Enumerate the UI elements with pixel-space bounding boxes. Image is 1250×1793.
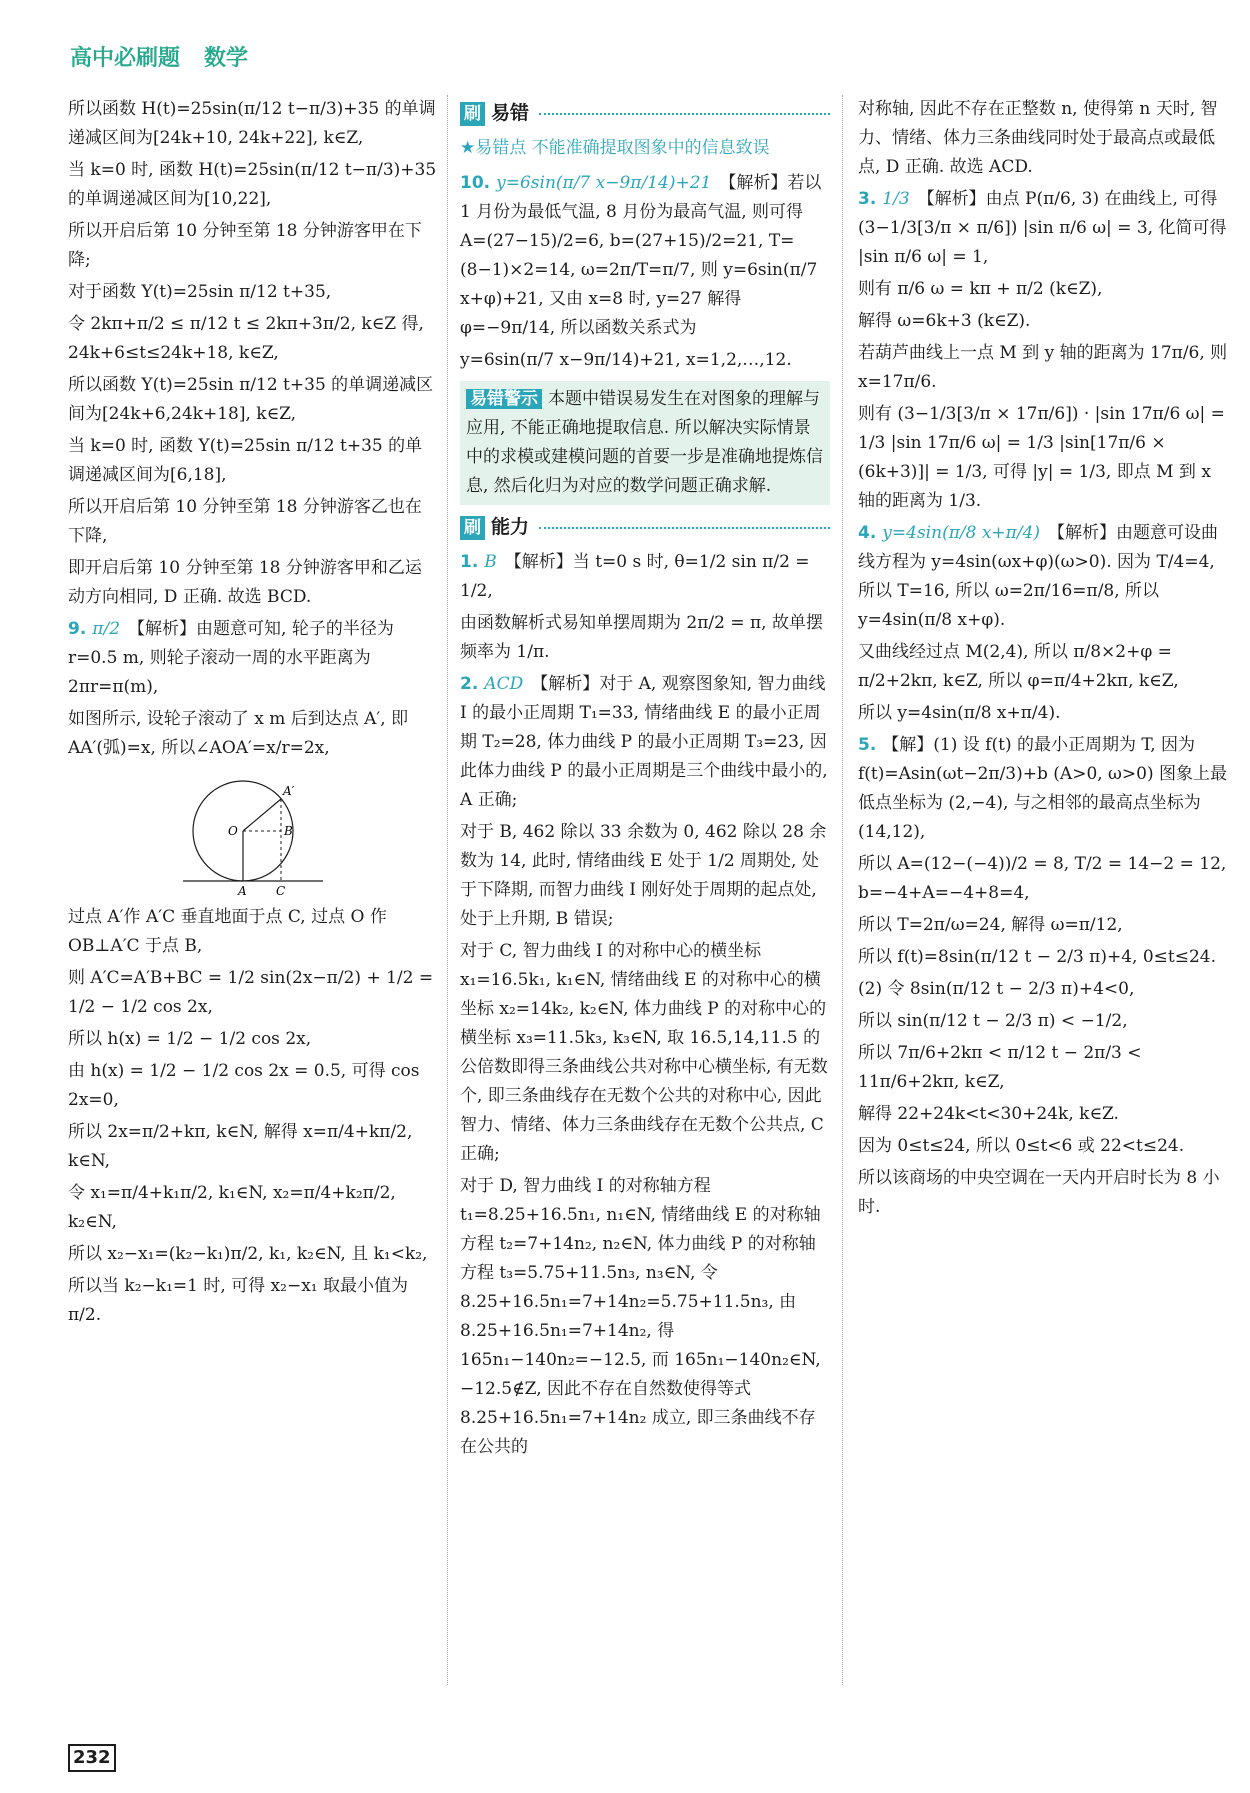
text-line: 所以开启后第 10 分钟至第 18 分钟游客甲在下降;	[68, 221, 422, 270]
text-line: 所以该商场的中央空调在一天内开启时长为 8 小时.	[858, 1168, 1220, 1217]
text-line: 过点 A′作 A′C 垂直地面于点 C, 过点 O 作 OB⊥A′C 于点 B,	[68, 907, 387, 956]
text-line: 所以当 k₂−k₁=1 时, 可得 x₂−x₁ 取最小值为 π/2.	[68, 1276, 409, 1325]
page-number: 232	[68, 1744, 116, 1772]
column-divider	[842, 95, 843, 1685]
answer: y=4sin(π/8 x+π/4)	[882, 523, 1041, 543]
label-O: O	[228, 824, 238, 838]
section-title: 能力	[491, 516, 530, 538]
text-line: 所以 2x=π/2+kπ, k∈N, 解得 x=π/4+kπ/2, k∈N,	[68, 1122, 413, 1171]
text-line: 由 h(x) = 1/2 − 1/2 cos 2x = 0.5, 可得 cos 2x=0,	[68, 1061, 420, 1110]
error-point: ★易错点 不能准确提取图象中的信息致误	[460, 138, 770, 158]
text-line: 所以函数 Y(t)=25sin π/12 t+35 的单调递减区间为[24k+6,24k+18], k∈Z,	[68, 375, 434, 424]
solution-label: 【解】	[882, 735, 934, 755]
text-line: 当 t=0 s 时, θ=1/2 sin π/2 = 1/2,	[460, 552, 810, 601]
text-line: 令 x₁=π/4+k₁π/2, k₁∈N, x₂=π/4+k₂π/2, k₂∈N,	[68, 1183, 396, 1232]
solution-label: 【解析】	[917, 189, 986, 209]
warning-text: 本题中错误易发生在对图象的理解与应用, 不能正确地提取信息. 所以解决实际情景中的求模或建模问题的首要一步是准确地提炼信息, 然后化归为对应的数学问题正确求解.	[466, 389, 823, 496]
question-4	[858, 519, 1228, 635]
column-2	[460, 95, 830, 1465]
question-number: 2.	[460, 674, 479, 694]
text-line: 所以 h(x) = 1/2 − 1/2 cos 2x,	[68, 1029, 312, 1049]
text-line: 所以函数 H(t)=25sin(π/12 t−π/3)+35 的单调递减区间为[24k+10, 24k+22], k∈Z,	[68, 99, 436, 148]
wheel-figure	[178, 769, 328, 899]
question-10	[460, 169, 830, 343]
text-line: 则有 (3−1/3[3/π × 17π/6]) · |sin 17π/6 ω| = 1/3 |sin 17π/6 ω| = 1/3 |sin[17π/6 × (6k+3)]| = 1/3, 可得 |y| = 1/3, 即点 M 到 x 轴的距离为 1/3.	[858, 404, 1225, 511]
section-rule	[539, 527, 830, 529]
text-line: 对于 A, 观察图象知, 智力曲线 I 的最小正周期 T₁=33, 情绪曲线 E 的最小正周期 T₂=28, 体力曲线 P 的最小正周期 T₃=23, 因此体力曲线 P 的最小正周期是三个曲线中最小的, A 正确;	[460, 674, 828, 810]
text-line: 由函数解析式易知单摆周期为 2π/2 = π, 故单摆频率为 1/π.	[460, 613, 823, 662]
book-title: 高中必刷题	[70, 46, 181, 71]
text-line: 如图所示, 设轮子滚动了 x m 后到达点 A′, 即 AA′(弧)=x, 所以∠AOA′=x/r=2x,	[68, 709, 409, 758]
question-number: 4.	[858, 523, 877, 543]
label-B: B	[284, 824, 293, 838]
text-line: 所以 x₂−x₁=(k₂−k₁)π/2, k₁, k₂∈N, 且 k₁<k₂,	[68, 1244, 428, 1264]
text-line: 解得 22+24k<t<30+24k, k∈Z.	[858, 1104, 1119, 1124]
question-3	[858, 185, 1228, 272]
text-line: 对称轴, 因此不存在正整数 n, 使得第 n 天时, 智力、情绪、体力三条曲线同时处于最高点或最低点, D 正确. 故选 ACD.	[858, 99, 1218, 177]
label-C: C	[276, 884, 286, 898]
section-heading-ability	[460, 513, 830, 542]
section-tag: 刷	[460, 516, 485, 540]
text-line: y=6sin(π/7 x−9π/14)+21, x=1,2,…,12.	[460, 350, 792, 370]
question-number: 10.	[460, 173, 491, 193]
text-line: 对于函数 Y(t)=25sin π/12 t+35,	[68, 282, 332, 302]
column-3	[858, 95, 1228, 1225]
text-line: 解得 ω=6k+3 (k∈Z).	[858, 311, 1031, 331]
label-A: A	[238, 884, 247, 898]
warning-tag: 易错警示	[466, 389, 542, 409]
text-line: 则 A′C=A′B+BC = 1/2 sin(2x−π/2) + 1/2 = 1/2 − 1/2 cos 2x,	[68, 968, 434, 1017]
solution-label: 【解析】	[1048, 523, 1117, 543]
text-line: (1) 设 f(t) 的最小正周期为 T, 因为 f(t)=Asin(ωt−2π/3)+b (A>0, ω>0) 图象上最低点坐标为 (2,−4), 与之相邻的最高点坐标为 (14,12),	[858, 735, 1228, 842]
text-line: 因为 0≤t≤24, 所以 0≤t<6 或 22<t≤24.	[858, 1136, 1185, 1156]
question-1	[460, 548, 830, 606]
text-line: 所以 T=2π/ω=24, 解得 ω=π/12,	[858, 915, 1123, 935]
section-rule	[539, 113, 830, 115]
text-line: 所以 sin(π/12 t − 2/3 π) < −1/2,	[858, 1011, 1128, 1031]
solution-label: 【解析】	[128, 619, 197, 639]
answer: y=6sin(π/7 x−9π/14)+21	[496, 173, 712, 193]
label-A1: A′	[283, 784, 295, 798]
text-line: 当 k=0 时, 函数 Y(t)=25sin π/12 t+35 的单调递减区间为[6,18],	[68, 436, 423, 485]
text-line: 所以 y=4sin(π/8 x+π/4).	[858, 703, 1061, 723]
question-number: 3.	[858, 189, 877, 209]
text-line: 若以 1 月份为最低气温, 8 月份为最高气温, 则可得 A=(27−15)/2=6, b=(27+15)/2=21, T=(8−1)×2=14, ω=2π/T=π/7, 则 y=6sin(π/7 x+φ)+21, 又由 x=8 时, y=27 解得 φ=−9π/14, 所以函数关系式为	[460, 173, 822, 338]
question-2	[460, 670, 830, 815]
solution-label: 【解析】	[531, 674, 600, 694]
text-line: 由题意可知, 轮子的半径为 r=0.5 m, 则轮子滚动一周的水平距离为 2πr=π(m),	[68, 619, 394, 697]
answer: 1/3	[882, 189, 910, 209]
question-number: 1.	[460, 552, 479, 572]
subject-title: 数学	[204, 46, 249, 71]
text-line: 所以开启后第 10 分钟至第 18 分钟游客乙也在下降,	[68, 497, 422, 546]
text-line: 又曲线经过点 M(2,4), 所以 π/8×2+φ = π/2+2kπ, k∈Z, 所以 φ=π/4+2kπ, k∈Z,	[858, 642, 1179, 691]
page-header	[70, 44, 248, 80]
text-line: 所以 7π/6+2kπ < π/12 t − 2π/3 < 11π/6+2kπ, k∈Z,	[858, 1043, 1142, 1092]
answer: ACD	[484, 674, 524, 694]
error-warning-box	[460, 381, 830, 505]
section-tag: 刷	[460, 102, 485, 126]
section-heading-errors	[460, 99, 830, 128]
text-line: 对于 D, 智力曲线 I 的对称轴方程 t₁=8.25+16.5n₁, n₁∈N, 情绪曲线 E 的对称轴方程 t₂=7+14n₂, n₂∈N, 体力曲线 P 的对称轴方程 t₃=5.75+11.5n₃, n₃∈N, 令 8.25+16.5n₁=7+14n₂=5.75+11.5n₃, 由 8.25+16.5n₁=7+14n₂, 得 165n₁−140n₂=−12.5, 而 165n₁−140n₂∈N, −12.5∉Z, 因此不存在自然数使得等式 8.25+16.5n₁=7+14n₂ 成立, 即三条曲线不存在公共的	[460, 1176, 821, 1457]
question-number: 5.	[858, 735, 877, 755]
question-number: 9.	[68, 619, 87, 639]
answer: π/2	[92, 619, 121, 639]
text-line: (2) 令 8sin(π/12 t − 2/3 π)+4<0,	[858, 979, 1135, 999]
radius-OA1	[243, 799, 281, 831]
text-line: 所以 f(t)=8sin(π/12 t − 2/3 π)+4, 0≤t≤24.	[858, 947, 1217, 967]
question-5	[858, 731, 1228, 847]
answer: B	[484, 552, 497, 572]
text-line: 对于 B, 462 除以 33 余数为 0, 462 除以 28 余数为 14, 此时, 情绪曲线 E 处于 1/2 周期处, 处于下降期, 而智力曲线 I 刚好处于周期的起点处, 处于上升期, B 错误;	[460, 822, 827, 929]
column-divider	[447, 95, 448, 1685]
section-title: 易错	[491, 102, 530, 124]
text-line: 则有 π/6 ω = kπ + π/2 (k∈Z),	[858, 279, 1103, 299]
text-line: 由题意可设曲线方程为 y=4sin(ωx+φ)(ω>0). 因为 T/4=4, 所以 T=16, 所以 ω=2π/16=π/8, 所以 y=4sin(π/8 x+φ).	[858, 523, 1219, 630]
solution-label: 【解析】	[504, 552, 573, 572]
text-line: 即开启后第 10 分钟至第 18 分钟游客甲和乙运动方向相同, D 正确. 故选 BCD.	[68, 558, 422, 607]
question-9	[68, 615, 438, 702]
text-line: 若葫芦曲线上一点 M 到 y 轴的距离为 17π/6, 则 x=17π/6.	[858, 343, 1228, 392]
solution-label: 【解析】	[719, 173, 788, 193]
text-line: 所以 A=(12−(−4))/2 = 8, T/2 = 14−2 = 12, b=−4+A=−4+8=4,	[858, 854, 1227, 903]
text-line: 对于 C, 智力曲线 I 的对称中心的横坐标 x₁=16.5k₁, k₁∈N, 情绪曲线 E 的对称中心的横坐标 x₂=14k₂, k₂∈N, 体力曲线 P 的对称中心的横坐标 x₃=11.5k₃, k₃∈N, 取 16.5,14,11.5 的公倍数即得三条曲线公共对称中心横坐标, 有无数个, 即三条曲线存在无数个公共的对称中心, 因此智力、情绪、体力三条曲线存在无数个公共点, C 正确;	[460, 941, 828, 1164]
text-line: 令 2kπ+π/2 ≤ π/12 t ≤ 2kπ+3π/2, k∈Z 得, 24k+6≤t≤24k+18, k∈Z,	[68, 314, 424, 363]
text-line: 由点 P(π/6, 3) 在曲线上, 可得 (3−1/3[3/π × π/6]) |sin π/6 ω| = 3, 化简可得 |sin π/6 ω| = 1,	[858, 189, 1227, 267]
column-1	[68, 95, 438, 1333]
text-line: 当 k=0 时, 函数 H(t)=25sin(π/12 t−π/3)+35 的单调递减区间为[10,22],	[68, 160, 437, 209]
